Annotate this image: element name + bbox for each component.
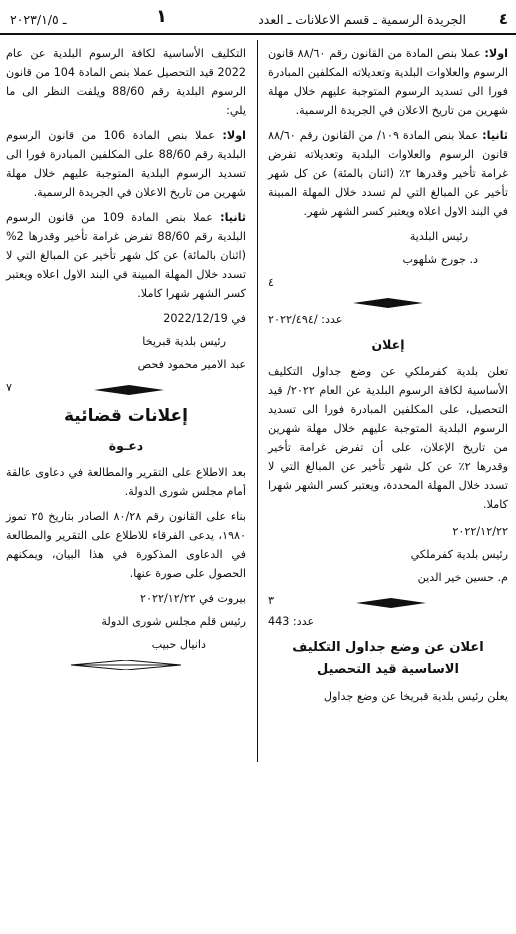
left-column — [6, 44, 246, 672]
signature-title: رئيس قلم مجلس شورى الدولة — [101, 615, 246, 628]
notice-index: ٧ — [6, 381, 13, 394]
right-column — [268, 44, 508, 712]
summons-paragraph: بناء على القانون رقم ٨٠/٢٨ الصادر بتاريخ ٢٥ تموز ١٩٨٠، يدعى الفرقاء للاطلاع على التقرير والمطالعة في الدعاوى المذكورة في هذا البيان، ويمكنهم الحصول على صورة عنها. — [6, 510, 246, 580]
notice-date: في 2022/12/19 — [163, 312, 246, 325]
ornament-icon — [71, 660, 181, 670]
paragraph: التكليف الأساسية لكافة الرسوم البلدية عن عام 2022 قيد التحصيل عملا بنص المادة 104 من قانون الرسوم البلدية رقم 88/60 ويلفت النظر الى ما يلي: — [6, 47, 246, 117]
paragraph — [6, 208, 246, 303]
ornament-divider — [12, 385, 246, 395]
ornament-divider — [268, 298, 508, 308]
item-label: ثانيا: — [482, 129, 508, 142]
item-text: عملا بنص المادة 106 من قانون الرسوم البلدية رقم 88/60 على المكلفين المبادرة فورا الى تسديد الرسوم البلدية المتوجبة عليهم خلال مهلة شهرين من تاريخ الاعلان في الجريدة الرسمية. — [6, 129, 247, 199]
signature-title: رئيس بلدية قبريخا — [142, 335, 226, 348]
page-header — [6, 6, 510, 32]
ornament-icon — [356, 598, 426, 608]
page-number: ٤ — [498, 10, 508, 28]
ornament-icon — [353, 298, 423, 308]
ornament-divider — [274, 598, 508, 608]
notice-date: ٢٠٢٢/١٢/٢٢ — [452, 525, 508, 538]
notice-body: يعلن رئيس بلدية قبريخا عن وضع جداول — [323, 690, 508, 703]
ornament-icon — [94, 385, 164, 395]
paragraph — [268, 126, 508, 221]
item-label: اولا: — [484, 47, 508, 60]
signature-title: رئيس البلدية — [409, 230, 468, 243]
notice-footer — [268, 591, 508, 610]
notice-number: عدد: 443 — [268, 615, 315, 628]
signature-name: د. جورج شلهوب — [402, 253, 478, 266]
issue-number: ١ — [156, 6, 167, 27]
paragraph — [268, 44, 508, 120]
section-heading: إعلانات قضائية — [63, 406, 188, 426]
signature-name: دانيال حبيب — [151, 638, 206, 651]
summons-paragraph: بعد الاطلاع على التقرير والمطالعة في دعاوى عالقة أمام مجلس شورى الدولة. — [6, 466, 246, 498]
issue-date: ـ ٢٠٢٣/١/٥ — [10, 12, 67, 27]
paragraph — [6, 126, 246, 202]
notice-heading: اعلان عن وضع جداول التكليف الاساسية قيد التحصيل — [292, 640, 484, 677]
item-label: ثانيا: — [220, 211, 246, 224]
ornament-divider — [6, 660, 246, 670]
notice-number: عدد: /٢٠٢٢/٤٩٤ — [268, 313, 343, 326]
notice-index: ٤ — [268, 276, 275, 289]
signature-name: م. حسين خير الدين — [417, 571, 508, 584]
item-text: عملا بنص المادة من القانون رقم ٨٨/٦٠ قانون الرسوم والعلاوات البلدية وتعديلاته المكلفين المبادرة فورا الى تسديد الرسوم المتوجبة عليهم خلال مهلة شهرين من تاريخ الاعلان في الجريدة الرسمية. — [268, 47, 508, 117]
item-text: عملا بنص المادة 109 من قانون الرسوم البلدية رقم 88/60 تفرض غرامة تأخير وقدرها 2% (اثنان بالمائة) عن كل شهر تأخير عن المبالغ التي لا تسدد خلال المهلة المبينة في البند الاول اعلاه ويعتبر كسر الشهر شهرا كاملا. — [6, 211, 247, 300]
header-rule — [0, 33, 516, 35]
item-text: عملا بنص المادة ١٠٩/ من القانون رقم ٨٨/٦٠ قانون الرسوم والعلاوات البلدية وتعديلاته تفرض غرامة تأخير وقدرها ٢٪ (اثنان بالمئة) عن كل شهر تأخير عن المبالغ التي لم تسدد خلال المهلة المبينة في البند الاول اعلاه ويعتبر كسر الشهر شهر. — [268, 129, 508, 218]
signature-title: رئيس بلدية كفرملكي — [410, 548, 508, 561]
column-divider — [257, 40, 258, 762]
notice-footer — [6, 378, 246, 397]
item-label: اولا: — [222, 129, 246, 142]
summons-date: بيروت في ٢٠٢٢/١٢/٢٢ — [139, 592, 246, 605]
notice-index: ٣ — [268, 594, 275, 607]
signature-name: عبد الامير محمود فحص — [137, 358, 246, 371]
notice-heading: إعلان — [371, 337, 405, 352]
summons-heading: دعـوة — [108, 438, 144, 453]
gazette-title: الجريدة الرسمية ـ قسم الاعلانات ـ العدد — [258, 12, 466, 27]
notice-body: تعلن بلدية كفرملكي عن وضع جداول التكليف الأساسية لكافة الرسوم البلدية عن العام ٢٠٢٢/ قيد التحصيل، على المكلفين المبادرة فورا الى تسديد الرسوم البلدية المتوجبة عليهم خلال مهلة شهرين من تاريخ الإعلان، على أن تفرض غرامة تأخير وقدرها ٢٪ عن كل شهر تأخير عن المبالغ التي لا تسدد خلال المهلة المحددة، ويعتبر كسر الشهر شهرا كاملا. — [268, 365, 509, 511]
